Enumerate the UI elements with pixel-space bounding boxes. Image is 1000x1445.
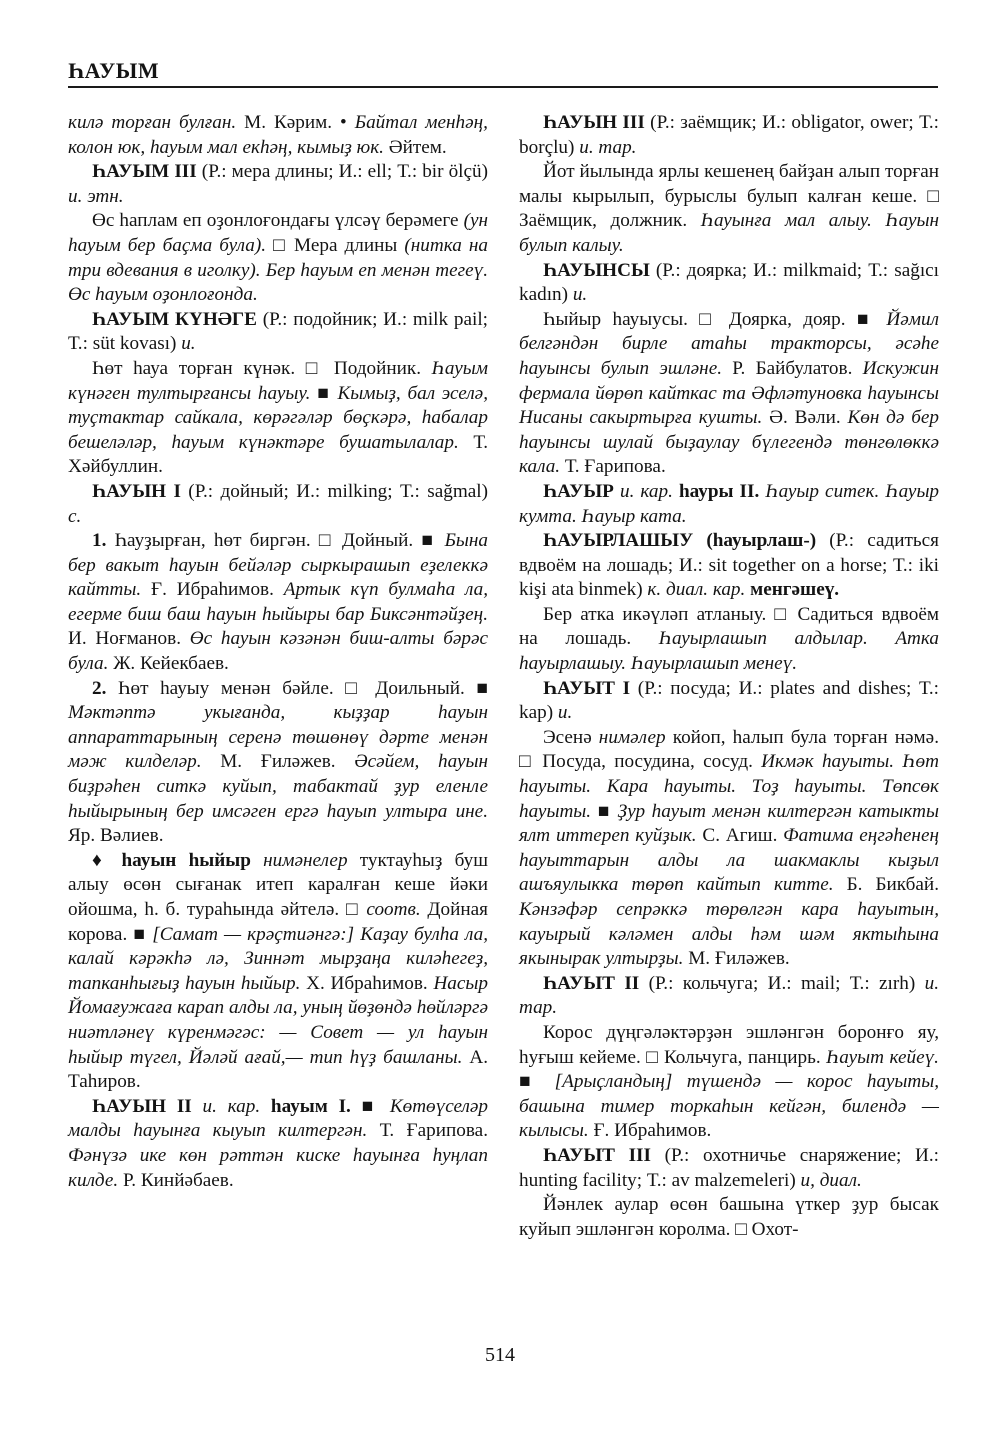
italic-text: Икмәк һауыты. Һөт һауыты. Кара һауыты. Тоҙ һауыты. Төпсөк һауыты. — [519, 751, 939, 822]
text-run: С. Агиш. — [696, 825, 784, 847]
italic-text: Көн дә бер һауынсы шулай быҙаулау бүлегендә төнгөлөккә кала. — [519, 407, 940, 478]
entry-sense — [68, 529, 488, 677]
dictionary-entry — [519, 529, 939, 603]
text-run: ■ — [350, 1095, 390, 1117]
page-number: 514 — [485, 1344, 515, 1366]
headword: ҺАУЫМ КҮНӘГЕ — [92, 308, 257, 330]
bold-text: 1. — [92, 530, 107, 552]
text-run: М. Ғиләжев. — [201, 751, 355, 773]
text-run: Х. Ибраһимов. — [300, 972, 434, 994]
text-run: ■ — [591, 800, 618, 822]
italic-text: соотв. — [366, 899, 421, 920]
text-run: (Р.: дойный; И.: milking; Т.: sağmal) — [180, 480, 488, 502]
italic-text: и. этн. — [68, 185, 124, 207]
text-run: Т. Хәйбуллин. — [68, 431, 488, 478]
headword: ҺАУЫН II — [92, 1095, 192, 1117]
headword: ҺАУЫТ I — [543, 677, 631, 699]
dictionary-entry — [519, 972, 939, 1021]
italic-text: (ун һауым бер баҫма була). — [68, 210, 488, 256]
dictionary-entry — [519, 480, 939, 529]
headword: ҺАУЫН I — [92, 480, 181, 502]
text-run: (Р.: подойник; И.: milk pail; Т.: süt kovası) — [68, 308, 488, 355]
headword: ҺАУЫН III — [543, 112, 645, 133]
italic-text: Көтөүселәр малды һауынға кыуып килтергән. — [68, 1095, 489, 1142]
headword: ҺАУЫРЛАШЫУ (һауырлаш-) — [543, 530, 817, 552]
text-run: Бер атка икәүләп атланыу. □ Садиться вдвоём на лошадь. — [519, 603, 939, 650]
italic-text: Фәнүзә ике көн рәттән киске һауынға һуңлап килде. — [68, 1144, 488, 1191]
text-run: Әйтем. — [383, 136, 447, 158]
text-run: Яр. Вәлиев. — [68, 825, 164, 847]
italic-text: и. — [557, 702, 573, 724]
italic-text: Һауым күнәген тултырғансы һауыу. — [68, 357, 488, 404]
text-run: Һыйыр һауыусы. □ Доярка, дояр. ■ — [543, 308, 887, 330]
text-run: туктауһыҙ буш алыу өсөн сығанак итеп каралған кеше йәки ойошма, һ. б. тураһында әйтелә. □ — [68, 849, 488, 920]
bold-text: менгәшеү. — [750, 579, 840, 601]
text-run: А. Таһиров. — [68, 1046, 488, 1093]
text-run: ■ — [519, 1071, 555, 1093]
text-run: Һөт һауа торған күнәк. □ Подойник. — [92, 357, 432, 379]
text-run: Һөт һауыу менән бәйле. □ Доильный. ■ — [106, 677, 488, 699]
italic-text: Кәнзәфәр сепрәккә төрөлгән кара һауытын, кауырый кәләмен алды һәм шәм яктыһына якынырак ултырҙы. — [519, 899, 939, 970]
italic-text: Артык күп булмаһа ла, егерме биш баш һауын һыйыры бар Биксәнтәйҙең. — [68, 579, 488, 625]
right-column — [519, 111, 939, 1242]
entry-sense — [519, 603, 939, 677]
text-run: Р. Байбулатов. — [722, 357, 863, 379]
italic-text: Һауырлашып алдылар. Атка һауырлашыу. Һауырлашып менеү. — [519, 628, 939, 675]
text-run — [260, 1096, 271, 1117]
header-rule — [68, 86, 938, 88]
entry-sense — [519, 160, 939, 258]
italic-text: и. кар. — [202, 1095, 261, 1117]
text-run: ♦ — [92, 849, 122, 871]
left-column — [68, 111, 488, 1193]
italic-text: и. тар. — [579, 136, 637, 158]
text-run: Р. Кинйәбаев. — [118, 1169, 234, 1191]
text-run: Ә. Вәли. — [762, 407, 848, 429]
dictionary-entry — [68, 160, 488, 209]
text-run: Т. Ғарипова. — [560, 456, 666, 478]
headword: ҺАУЫТ III — [543, 1144, 651, 1166]
headword: ҺАУЫМ III — [92, 161, 197, 183]
italic-text: Насыр Йомағужаға карап алды ла, уның йөҙөндә һөйләргә ниәтләнеү күренмәгәс: — Совет — ул һауын һыйыр түгел, Йәләй ағай,— тип һүҙ башланы. — [68, 972, 488, 1068]
bold-text: һауры II. — [678, 480, 760, 502]
text-run: Өс һаплам еп оҙонлоғондағы үлсәү берәмеге — [92, 210, 464, 232]
italic-text: и. — [181, 333, 196, 355]
entry-sense — [519, 1021, 939, 1144]
dictionary-entry — [519, 111, 939, 160]
entry-sense — [519, 308, 939, 480]
text-run: (Р.: садиться вдвоём на лошадь; И.: sit together on a horse; Т.: iki kişi ata binmek) — [519, 530, 939, 601]
text-run — [192, 1096, 203, 1117]
running-head: ҺАУЫМ — [68, 58, 160, 83]
italic-text: Һауынға мал алыу. Һауын булып калыу. — [519, 210, 939, 256]
dictionary-entry — [68, 480, 488, 529]
dictionary-entry — [519, 677, 939, 726]
text-run: (Р.: посуда; И.: plates and dishes; Т.: kap) — [519, 677, 939, 724]
entry-sense — [519, 1193, 939, 1242]
entry-sense — [68, 677, 488, 849]
continued-text — [68, 111, 488, 160]
italic-text: Кымыҙ, бал эселә, туҫтактар сайкала, көрәгәләр бөҫкәрә, һабалар бешеләләр, һауым күнәктәре бушатылалар. — [68, 382, 488, 453]
entry-sense — [68, 209, 488, 307]
text-run: Йот йылында ярлы кешенең байҙан алып торған малы кырылып, бурыслы булып калған кеше. □ Заёмщик, должник. — [519, 161, 939, 232]
text-run: Эсенә — [543, 726, 599, 748]
italic-text: Байтал менһәң, колон юк, һауым мал екһәң, кымыҙ юк. — [68, 112, 488, 158]
entry-sense — [68, 849, 488, 1095]
italic-text: нимәнелер — [263, 849, 348, 871]
text-run: Йәнлек аулар өсөн башына үткер ҙур бысак куйып эшләнгән королма. □ Охот- — [519, 1194, 939, 1240]
text-run: (Р.: кольчуга; И.: mail; Т.: zırh) — [639, 972, 925, 994]
entry-sense — [519, 726, 939, 972]
text-run: □ Мера длины — [266, 234, 405, 256]
italic-text: Искужин фермала йөрөп кайткас та Әфләтуновка һауынсы Нисаны сакыртырға кушты. — [519, 357, 939, 429]
bold-text: һауын һыйыр — [121, 849, 251, 871]
italic-text: Фатима еңгәһенең һауыттарын алды ла шакмаклы кыҙыл ашъяулыкка төрөп кайтып китте. — [519, 825, 939, 896]
text-run: М. Ғиләжев. — [683, 948, 790, 970]
text-run: Һауҙырған, һөт биргән. □ Дойный. ■ — [106, 530, 445, 552]
text-run: И. Ноғманов. — [68, 628, 190, 650]
italic-text: Бына бер вакыт һауын бейәләр сыркырашып еҙелеккә кайтты. — [68, 530, 488, 601]
headword: ҺАУЫТ II — [543, 972, 640, 994]
italic-text: и. тар. — [519, 972, 939, 1019]
italic-text: и. кар. — [619, 480, 673, 502]
italic-text: Мәктәптә укығанда, кыҙҙар һауын аппараттарының серенә төшөнөү дәрте менән мәж килделәр. — [68, 702, 488, 773]
text-run: (Р.: охотничье снаряжение; И.: hunting facility; Т.: av malzemeleri) — [519, 1144, 939, 1191]
text-run: Корос дүңгәләктәрҙән эшләнгән боронғо яу, һуғыш кейеме. □ Кольчуга, панцирь. — [519, 1021, 939, 1068]
text-run: (Р.: доярка; И.: milkmaid; Т.: sağıcı kadın) — [519, 259, 939, 306]
text-run: Ғ. Ибраһимов. — [141, 579, 284, 601]
text-run: Ж. Кейекбаев. — [108, 653, 229, 675]
italic-text: и, диал. — [800, 1169, 862, 1191]
bold-text: 2. — [92, 677, 107, 699]
text-run: Т. Ғарипова. — [367, 1120, 488, 1142]
text-run — [251, 850, 263, 871]
italic-text: Һауыр ситек. Һауыр кумта. Һауыр ката. — [519, 480, 940, 527]
italic-text: Әсәйем, һауын биҙрәһен ситкә куйып, табактай ҙур еленле һыйырының бер имсәген ергә һауып ултыра ине. — [68, 751, 488, 822]
italic-text: [Арыҫландың] түшендә — корос һауыты, башына тимер торкаһын кейгән, билендә — кылысы. — [519, 1071, 939, 1142]
italic-text: килә торған булған. — [68, 112, 237, 133]
italic-text: Өс һауын кәзәнән биш-алты бәрәс була. — [68, 628, 488, 675]
text-run: Дойная корова. ■ — [68, 899, 488, 945]
dictionary-entry — [68, 308, 488, 357]
text-run: Б. Бикбай. — [833, 874, 939, 896]
italic-text: с. — [68, 505, 82, 527]
dictionary-entry — [519, 1144, 939, 1193]
dictionary-entry — [68, 1095, 488, 1193]
text-run: (Р.: мера длины; И.: ell; Т.: bir ölçü) — [196, 161, 489, 183]
bold-text: һауым I. — [270, 1095, 351, 1117]
italic-text: нимәлер — [598, 726, 666, 748]
text-run: койоп, һалып була торған нәмә. □ Посуда, посудина, сосуд. — [519, 726, 939, 773]
text-run: Ғ. Ибраһимов. — [588, 1120, 712, 1142]
italic-text: Йәмил белгәндән бирле атаһы тракторсы, әсәһе һауынсы булып эшләне. — [519, 308, 939, 379]
text-run: (Р.: заёмщик; И.: obligator, ower; Т.: borçlu) — [519, 112, 940, 158]
italic-text: Һауыт кейеү. — [826, 1046, 939, 1068]
text-run: М. Кәрим. • — [236, 112, 355, 133]
headword: ҺАУЫНСЫ — [543, 259, 650, 281]
entry-sense — [68, 357, 488, 480]
italic-text: Ҙур һауыт менән килтергән катыкты ялт иттереп куйҙык. — [519, 800, 939, 847]
text-run: ■ — [310, 382, 338, 404]
italic-text: к. диал. кар. — [647, 579, 746, 601]
dictionary-entry — [519, 259, 939, 308]
italic-text: [Самат — крәҫтиәнгә:] Каҙау булһа ла, калай кәрәкһә лә, Зиннәт мырҙаңа киләһегеҙ, тапканһығыҙ һауын һыйыр. — [68, 923, 488, 994]
italic-text: и. — [572, 284, 588, 306]
headword: ҺАУЫР — [543, 480, 614, 502]
italic-text: (нитка на три вдевания в иголку). Бер һауым еп менән тегеү. Өс һауым оҙонлоғонда. — [68, 234, 489, 306]
